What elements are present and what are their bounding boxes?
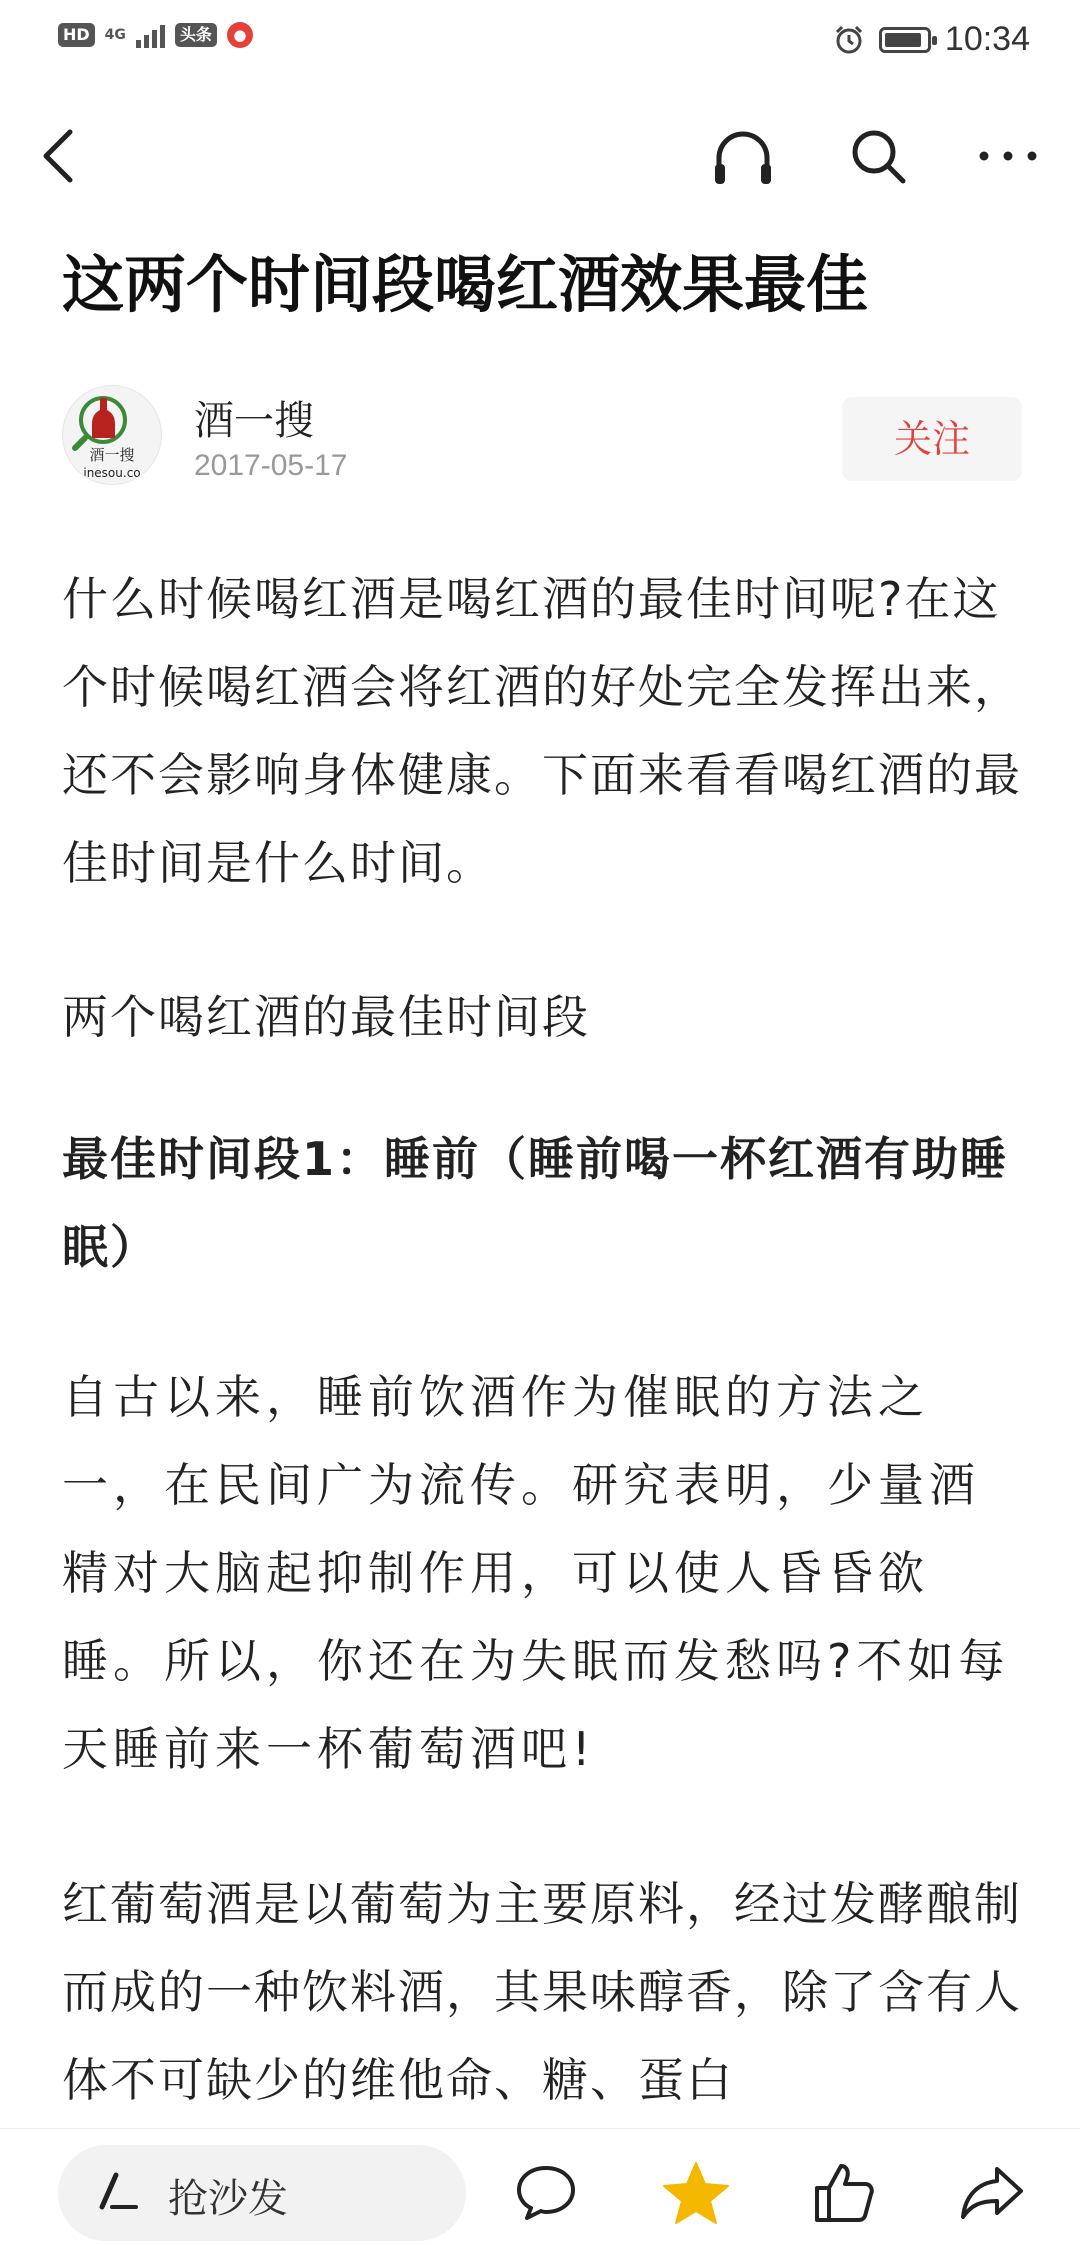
paragraph-wine: 红葡萄酒是以葡萄为主要原料，经过发酵酿制而成的一种饮料酒，其果味醇香，除了含有人体不可缺少的维他命、糖、蛋白 (62, 1877, 1022, 2107)
comment-icon (513, 2162, 579, 2224)
more-icon (976, 148, 1040, 164)
publish-date: 2017-05-17 (194, 449, 348, 482)
paragraph-sleep: 自古以来，睡前饮酒作为催眠的方法之一，在民间广为流传。研究表明，少量酒精对大脑起抑制作用，可以使人昏昏欲睡。所以，你还在为失眠而发愁吗?不如每天睡前来一杯葡萄酒吧! (62, 1370, 1010, 1776)
hd-icon: HD (58, 23, 95, 47)
battery-icon (879, 27, 931, 53)
wine-logo-icon (63, 392, 161, 452)
author-row (62, 385, 1022, 485)
search-icon (848, 126, 908, 186)
comment-placeholder: 抢沙发 (168, 2176, 288, 2222)
back-icon (38, 128, 78, 184)
status-left (58, 22, 253, 48)
avatar-text: 酒一搜 (89, 446, 135, 464)
toutiao-icon: 头条 (175, 23, 217, 47)
more-button[interactable] (970, 118, 1046, 194)
avatar-subtext: inesou.co (83, 466, 141, 480)
headphones-icon (711, 126, 775, 186)
like-icon (811, 2160, 877, 2226)
star-icon (661, 2160, 731, 2226)
comment-input[interactable] (58, 2145, 466, 2241)
paragraph-intro: 什么时候喝红酒是喝红酒的最佳时间呢?在这个时候喝红酒会将红酒的好处完全发挥出来，还不会影响身体健康。下面来看看喝红酒的最佳时间是什么时间。 (62, 572, 1022, 890)
follow-button[interactable]: 关注 (842, 397, 1022, 481)
network-type: 4G (104, 27, 126, 43)
bold-heading: 最佳时间段1：睡前（睡前喝一杯红酒有助睡眠） (62, 1132, 1009, 1274)
favorite-button[interactable] (658, 2157, 734, 2229)
app-bar (0, 100, 1080, 210)
signal-icon (136, 22, 165, 48)
status-bar (0, 0, 1080, 80)
comment-button[interactable] (508, 2157, 584, 2229)
section-heading: 两个喝红酒的最佳时间段 (62, 990, 590, 1044)
bottom-action-bar (0, 2128, 1080, 2245)
like-button[interactable] (806, 2157, 882, 2229)
author-name[interactable]: 酒一搜 (194, 398, 314, 444)
share-icon (957, 2163, 1027, 2223)
author-avatar[interactable] (62, 385, 162, 485)
clock: 10:34 (944, 20, 1030, 58)
back-button[interactable] (20, 118, 96, 194)
search-button[interactable] (840, 118, 916, 194)
article-title: 这两个时间段喝红酒效果最佳 (62, 248, 869, 321)
notification-icon: ● (227, 22, 253, 48)
status-right (833, 20, 1030, 59)
share-button[interactable] (954, 2157, 1030, 2229)
listen-button[interactable] (705, 118, 781, 194)
alarm-icon (833, 24, 865, 56)
pen-icon (96, 2169, 140, 2213)
